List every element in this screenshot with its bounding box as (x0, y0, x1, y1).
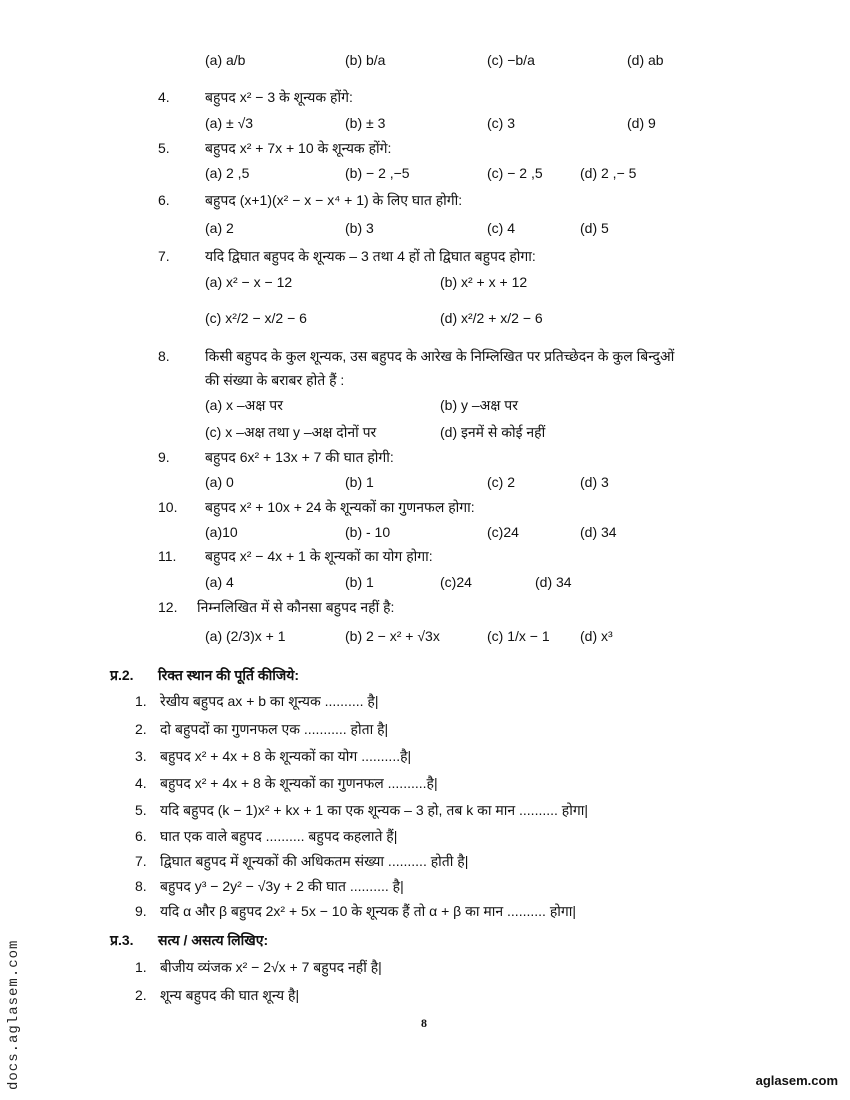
brand-footer: aglasem.com (755, 1073, 838, 1088)
item-number: 2. (135, 721, 147, 737)
question-number: 12. (158, 599, 178, 615)
section-heading: रिक्त स्थान की पूर्ति कीजिये: (158, 667, 300, 683)
fill-blank-item: रेखीय बहुपद ax + b का शून्यक .......... है| (160, 693, 379, 709)
option: (c) 4 (487, 220, 515, 236)
fill-blank-item: बहुपद y³ − 2y² − √3y + 2 की घात .......... है| (160, 878, 404, 894)
option: (b) - 10 (345, 524, 391, 540)
option: (d) 3 (580, 474, 609, 490)
option: (a)10 (205, 524, 238, 540)
option: (d) इनमें से कोई नहीं (440, 424, 546, 440)
question-number: 6. (158, 192, 170, 208)
option: (d) 34 (580, 524, 617, 540)
section-number: प्र.2. (110, 667, 134, 683)
option: (c) −b/a (487, 52, 535, 68)
item-number: 6. (135, 828, 147, 844)
question-number: 8. (158, 348, 170, 364)
option: (b) 1 (345, 474, 374, 490)
question-number: 10. (158, 499, 178, 515)
option: (c) − 2 ,5 (487, 165, 543, 181)
question-text: बहुपद (x+1)(x² − x − x⁴ + 1) के लिए घात होगी: (205, 192, 463, 208)
question-number: 9. (158, 449, 170, 465)
option: (a) x² − x − 12 (205, 274, 293, 290)
question-text: बहुपद x² − 4x + 1 के शून्यकों का योग होगा: (205, 548, 433, 564)
fill-blank-item: द्विघात बहुपद में शून्यकों की अधिकतम संख्या .......... होती है| (160, 853, 469, 869)
option: (b) − 2 ,−5 (345, 165, 410, 181)
question-text: बहुपद x² − 3 के शून्यक होंगे: (205, 89, 353, 105)
fill-blank-item: यदि α और β बहुपद 2x² + 5x − 10 के शून्यक हैं तो α + β का मान .......... होगा| (160, 903, 577, 919)
question-number: 7. (158, 248, 170, 264)
option: (d) 34 (535, 574, 572, 590)
option: (c) x –अक्ष तथा y –अक्ष दोनों पर (205, 424, 377, 440)
page-number: 8 (421, 1016, 427, 1030)
question-text: बहुपद x² + 7x + 10 के शून्यक होंगे: (205, 140, 392, 156)
option: (c) 1/x − 1 (487, 628, 550, 644)
option: (a) 0 (205, 474, 234, 490)
option: (d) x²/2 + x/2 − 6 (440, 310, 543, 326)
option: (d) ab (627, 52, 664, 68)
option: (b) 3 (345, 220, 374, 236)
item-number: 1. (135, 959, 147, 975)
question-text: बहुपद 6x² + 13x + 7 की घात होगी: (205, 449, 394, 465)
section-heading: सत्य / असत्य लिखिए: (158, 932, 269, 948)
item-number: 7. (135, 853, 147, 869)
question-number: 5. (158, 140, 170, 156)
option: (b) ± 3 (345, 115, 386, 131)
option: (d) 9 (627, 115, 656, 131)
section-number: प्र.3. (110, 932, 134, 948)
option: (b) 2 − x² + √3x (345, 628, 440, 644)
option: (d) x³ (580, 628, 613, 644)
question-text: किसी बहुपद के कुल शून्यक, उस बहुपद के आरेख के निम्लिखित पर प्रतिच्छेदन के कुल बिन्दुओं (205, 348, 675, 364)
fill-blank-item: यदि बहुपद (k − 1)x² + kx + 1 का एक शून्यक – 3 हो, तब k का मान .......... होगा| (160, 802, 589, 818)
question-text: निम्नलिखित में से कौनसा बहुपद नहीं है: (197, 599, 395, 615)
option: (d) 5 (580, 220, 609, 236)
option: (a) 2 ,5 (205, 165, 250, 181)
item-number: 3. (135, 748, 147, 764)
fill-blank-item: बहुपद x² + 4x + 8 के शून्यकों का योग ..........है| (160, 748, 412, 764)
question-number: 4. (158, 89, 170, 105)
true-false-item: बीजीय व्यंजक x² − 2√x + 7 बहुपद नहीं है| (160, 959, 382, 975)
item-number: 8. (135, 878, 147, 894)
question-number: 11. (158, 548, 177, 564)
item-number: 2. (135, 987, 147, 1003)
option: (c) 3 (487, 115, 515, 131)
fill-blank-item: घात एक वाले बहुपद .......... बहुपद कहलाते हैं| (160, 828, 398, 844)
item-number: 1. (135, 693, 147, 709)
fill-blank-item: बहुपद x² + 4x + 8 के शून्यकों का गुणनफल ..........है| (160, 775, 438, 791)
option: (a) (2/3)x + 1 (205, 628, 286, 644)
option: (a) a/b (205, 52, 246, 68)
option: (b) x² + x + 12 (440, 274, 528, 290)
true-false-item: शून्य बहुपद की घात शून्य है| (160, 987, 300, 1003)
option: (c)24 (487, 524, 519, 540)
option: (b) y –अक्ष पर (440, 397, 518, 413)
option: (d) 2 ,− 5 (580, 165, 637, 181)
question-text-cont: की संख्या के बराबर होते हैं : (205, 372, 345, 388)
item-number: 5. (135, 802, 147, 818)
option: (a) 4 (205, 574, 234, 590)
item-number: 9. (135, 903, 147, 919)
fill-blank-item: दो बहुपदों का गुणनफल एक ........... होता है| (160, 721, 389, 737)
option: (c) x²/2 − x/2 − 6 (205, 310, 307, 326)
question-text: यदि द्विघात बहुपद के शून्यक – 3 तथा 4 हों तो द्विघात बहुपद होगा: (205, 248, 536, 264)
option: (b) 1 (345, 574, 374, 590)
option: (a) ± √3 (205, 115, 254, 131)
option: (a) x –अक्ष पर (205, 397, 283, 413)
option: (b) b/a (345, 52, 386, 68)
question-text: बहुपद x² + 10x + 24 के शून्यकों का गुणनफल होगा: (205, 499, 475, 515)
watermark: docs.aglasem.com (6, 939, 22, 1090)
item-number: 4. (135, 775, 147, 791)
option: (c) 2 (487, 474, 515, 490)
option: (a) 2 (205, 220, 234, 236)
option: (c)24 (440, 574, 472, 590)
